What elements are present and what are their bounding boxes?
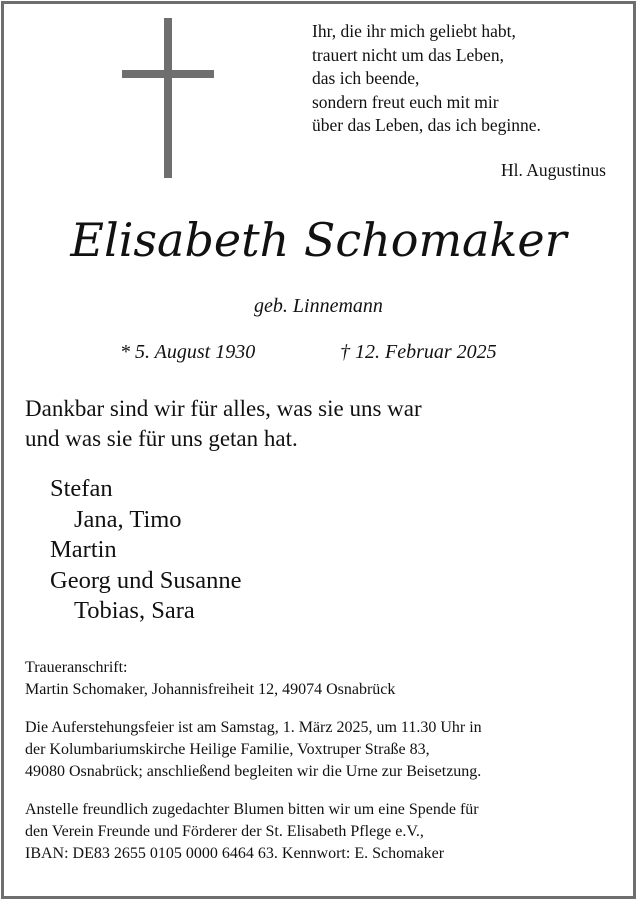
mourning-address — [25, 657, 625, 701]
family-member: Georg und Susanne — [50, 566, 242, 594]
ceremony-line: 49080 Osnabrück; anschließend begleiten wir die Urne zur Beisetzung. — [25, 763, 482, 780]
poem-line: sondern freut euch mit mir — [312, 91, 499, 112]
address-text: Martin Schomaker, Johannisfreiheit 12, 49074 Osnabrück — [25, 681, 396, 698]
birth-date: * 5. August 1930 — [120, 341, 256, 363]
thanks-line: Dankbar sind wir für alles, was sie uns war — [25, 396, 422, 421]
family-member: Jana, Timo — [74, 505, 182, 533]
maiden-name: geb. Linnemann — [254, 295, 383, 317]
cross-horizontal-bar — [122, 70, 214, 78]
family-member: Tobias, Sara — [74, 597, 195, 624]
cross-icon — [122, 18, 214, 178]
poem — [312, 20, 612, 138]
ceremony-line: der Kolumbariumskirche Heilige Familie, Voxtruper Straße 83, — [25, 741, 430, 758]
death-date: † 12. Februar 2025 — [340, 341, 497, 363]
ceremony-info — [25, 717, 625, 783]
donation-line: Anstelle freundlich zugedachter Blumen bitten wir um eine Spende für — [25, 801, 479, 818]
poem-line: Ihr, die ihr mich geliebt habt, — [312, 21, 516, 41]
ceremony-line: Die Auferstehungsfeier ist am Samstag, 1. März 2025, um 11.30 Uhr in — [25, 719, 482, 736]
poem-line: über das Leben, das ich beginne. — [312, 115, 541, 135]
cross-vertical-bar — [164, 18, 172, 178]
poem-author: Hl. Augustinus — [500, 160, 606, 180]
donation-info — [25, 799, 625, 865]
deceased-name: Elisabeth Schomaker — [70, 213, 567, 267]
poem-line: trauert nicht um das Leben, — [312, 44, 504, 65]
donation-line: IBAN: DE83 2655 0105 0000 6464 63. Kennwort: E. Schomaker — [25, 845, 445, 862]
thanks-line: und was sie für uns getan hat. — [25, 426, 298, 451]
family-member: Stefan — [50, 475, 113, 502]
donation-line: den Verein Freunde und Förderer der St. Elisabeth Pflege e.V., — [25, 823, 424, 840]
family-member: Martin — [50, 536, 117, 563]
poem-line: das ich beende, — [312, 68, 420, 88]
address-label: Traueranschrift: — [25, 659, 128, 676]
family-list — [50, 474, 610, 627]
thanks-text — [25, 394, 615, 454]
